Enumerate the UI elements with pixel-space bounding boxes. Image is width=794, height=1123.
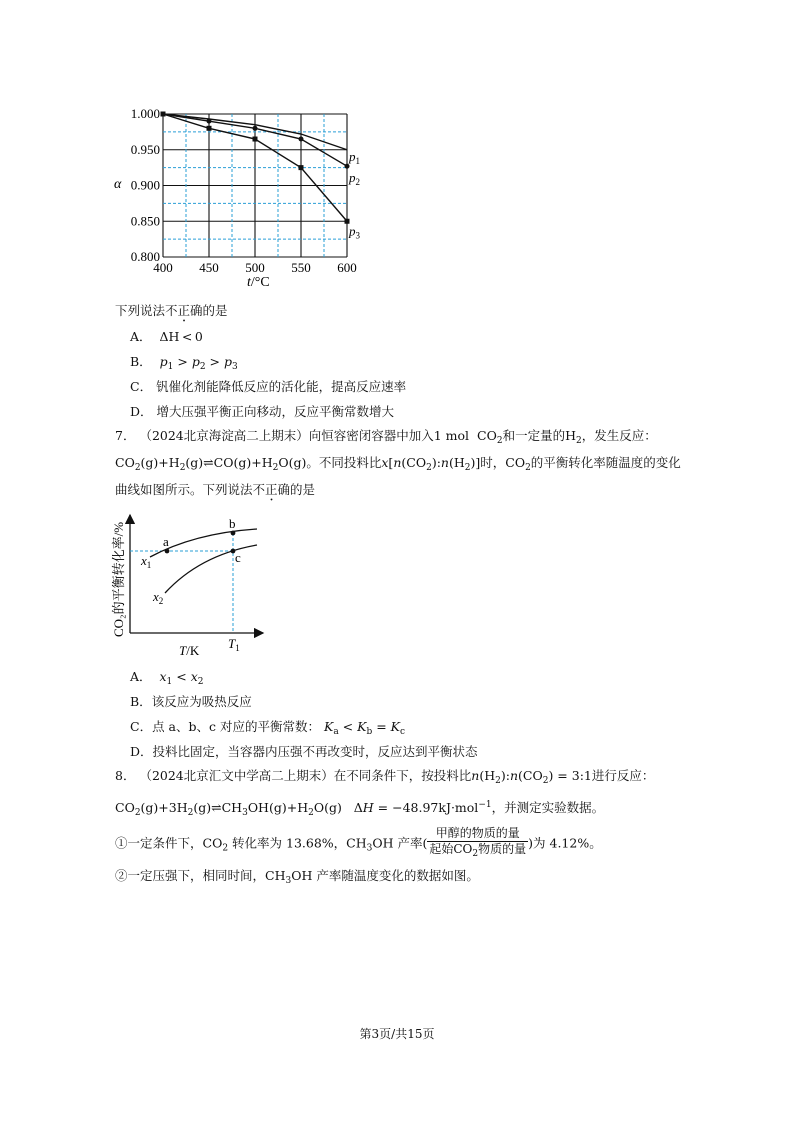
chart-co2-conversion: [105, 505, 280, 660]
chart2-xlabel: T/K: [179, 643, 200, 658]
chart2-label-a: a: [163, 534, 169, 549]
chart1-y-tick: 0.850: [130, 213, 160, 229]
chart1-label-p3: $p_3$: [349, 223, 360, 241]
chart2-label-c: c: [235, 550, 241, 565]
chart1-ylabel: α: [114, 177, 122, 192]
chart1-y-tick: 1.000: [130, 106, 160, 121]
chart2-label-x2: $x_2$: [153, 589, 164, 606]
q7-option-b: B．该反应为吸热反应: [130, 694, 252, 709]
chart2-point-a: [165, 549, 170, 554]
chart1-label-p1: $p_1$: [349, 148, 360, 166]
chart1-point-p2: [253, 126, 258, 131]
chart2-point-b: [231, 531, 236, 536]
q6-stem: 下列说法不正确的是: [115, 303, 228, 318]
chart1-x-tick: 400: [153, 260, 173, 275]
q6-option-b: B． $p_1 > p_2 > p_3$: [130, 354, 238, 372]
chart1-y-tick: 0.900: [130, 177, 160, 193]
chart1-point-p2: [207, 119, 212, 124]
q8-line2: $CO_2(g)+3H_2(g)\rightleftharpoons CH_3OH(g)+H_2O(g) \Delta H = -48.97kJ\cdot mol^{-1}$，并测定实验数据。: [115, 800, 605, 819]
chart2-ylabel: CO₂的平衡转化率/%: [111, 521, 126, 637]
chart1-x-tick: 500: [245, 260, 265, 275]
chart1-point-p2: [345, 164, 350, 169]
chart1-point-p3: [299, 165, 304, 170]
chart2-label-b: b: [229, 516, 236, 531]
q8-fraction: $\frac{\text{甲醇的物质的量}}{起始CO_2物质的量}$: [429, 826, 527, 859]
q6-option-c: C． 钒催化剂能降低反应的活化能，提高反应速率: [130, 379, 407, 394]
chart2-curve-x2: [165, 545, 257, 593]
q6-option-d: D． 增大压强平衡正向移动，反应平衡常数增大: [130, 404, 395, 419]
chart1-x-tick: 550: [291, 260, 311, 275]
q7-option-c: C．点 a、b、c 对应的平衡常数： $K_a < K_b = K_c$: [130, 719, 406, 737]
q7-option-d: D．投料比固定，当容器内压强不再改变时，反应达到平衡状态: [130, 744, 478, 759]
chart2-t1-label: $T_1$: [228, 636, 240, 653]
page-footer: 第3页/共15页: [359, 1027, 435, 1041]
chart1-x-tick: 600: [337, 260, 357, 275]
chart1-point-p2: [299, 137, 304, 142]
chart1-label-p2: $p_2$: [349, 170, 360, 188]
chart-alpha-vs-temperature: [100, 100, 360, 290]
q6-option-a: A． ΔH < 0: [130, 329, 203, 344]
q7-option-a: A． $x_1 < x_2$: [130, 669, 204, 687]
q7-line3: 曲线如图所示。下列说法不正确的是: [115, 482, 316, 497]
q8-item1: ①一定条件下，$CO_2$ 转化率为 13.68%，$CH_3OH$ 产率( $\frac{\text{甲醇的物质的量}}{起始CO_2物质的量}$ )为 4.12%。: [115, 826, 602, 862]
q8-line1: 8． （2024北京汇文中学高二上期末）在不同条件下，按投料比$n(H_2):n(CO_2)$ = 3:1进行反应：: [115, 768, 655, 786]
chart1-xlabel: t/°C: [247, 275, 270, 290]
chart1-y-tick: 0.800: [130, 249, 160, 264]
chart1-point-p3: [207, 126, 212, 131]
chart1-x-tick: 450: [199, 260, 219, 275]
q7-line1: 7． （2024北京海淀高二上期末）向恒容密闭容器中加入1 mol $CO_2$和一定量的$H_2$，发生反应：: [115, 428, 657, 446]
chart2-label-x1: $x_1$: [141, 553, 152, 570]
q8-item2: ②一定压强下，相同时间，$CH_3OH$ 产率随温度变化的数据如图。: [115, 868, 479, 886]
q7-line2: $CO_2(g)+H_2(g)\rightleftharpoons CO(g)+H_2O(g)$。不同投料比$x[n(CO_2):n(H_2)]$时，$CO_2$的平衡转化率随温度的变化: [115, 455, 681, 473]
chart1-y-tick: 0.950: [130, 141, 160, 157]
chart1-point-p3: [253, 137, 258, 142]
chart1-point-p3: [161, 112, 166, 117]
